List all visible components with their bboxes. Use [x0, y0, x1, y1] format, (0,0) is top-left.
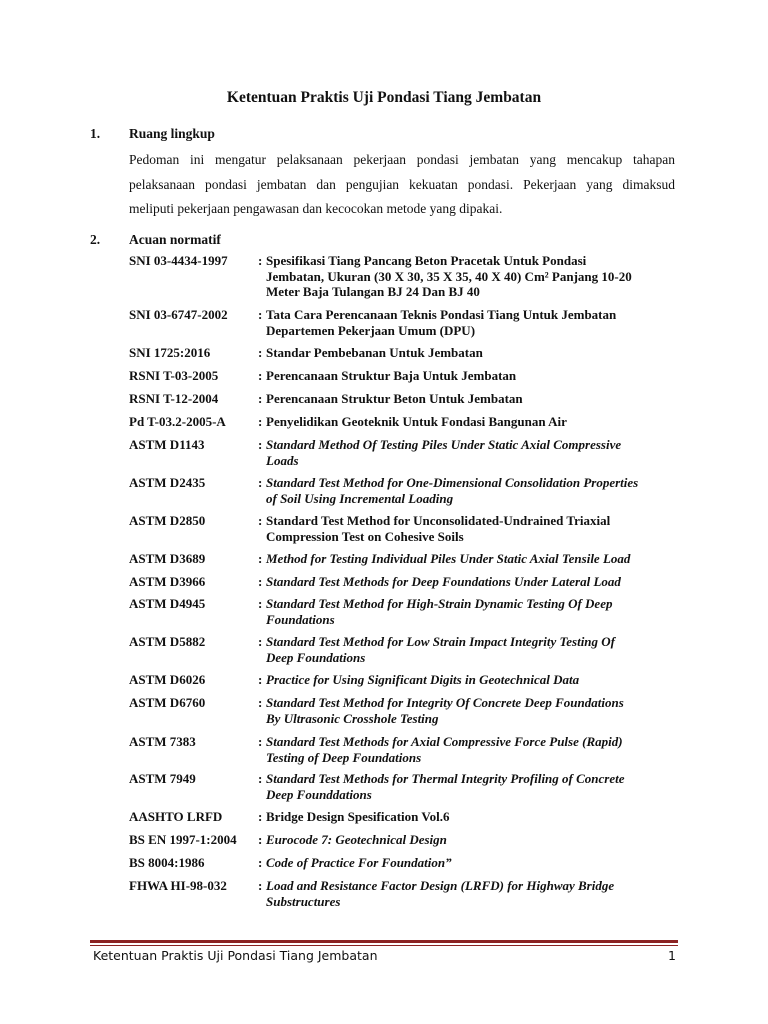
paragraph-line: Pedoman ini mengatur pelaksanaan pekerjaan pondasi jembatan yang mencakup tahapan: [129, 152, 675, 167]
page-number: 1: [668, 948, 676, 963]
reference-code: RSNI T-12-2004: [129, 391, 219, 406]
reference-title-line: Standard Test Methods for Deep Foundations Under Lateral Load: [266, 574, 621, 589]
reference-title: [266, 809, 689, 825]
reference-separator: :: [258, 672, 263, 687]
reference-code: ASTM 7383: [129, 734, 196, 749]
reference-title-line: Substructures: [266, 893, 341, 909]
reference-title-line: Deep Foundations: [266, 649, 366, 665]
footer-text: Ketentuan Praktis Uji Pondasi Tiang Jembatan: [93, 948, 378, 963]
reference-item: [129, 832, 689, 848]
reference-title-line: Standar Pembebanan Untuk Jembatan: [266, 345, 483, 360]
reference-separator: :: [258, 345, 263, 360]
reference-code: SNI 03-6747-2002: [129, 307, 228, 322]
reference-title-line: Standard Method Of Testing Piles Under Static Axial Compressive: [266, 437, 622, 452]
reference-code: FHWA HI-98-032: [129, 878, 227, 893]
reference-title-line: Compression Test on Cohesive Soils: [266, 528, 464, 544]
footer-rule-thin: [90, 945, 678, 946]
reference-title-line: Perencanaan Struktur Beton Untuk Jembatan: [266, 391, 523, 406]
paragraph-line: pelaksanaan pondasi jembatan dan pengujian kekuatan pondasi. Pekerjaan yang dimaksud: [129, 176, 675, 192]
section-2-heading: Acuan normatif: [129, 232, 221, 247]
reference-separator: :: [258, 832, 263, 847]
reference-separator: :: [258, 475, 263, 490]
reference-title: [266, 832, 689, 848]
reference-code: SNI 1725:2016: [129, 345, 211, 360]
reference-title: [266, 878, 689, 909]
reference-title-line: Standard Test Method for Integrity Of Concrete Deep Foundations: [266, 695, 624, 710]
reference-title: [266, 345, 689, 361]
reference-title-line: Meter Baja Tulangan BJ 24 Dan BJ 40: [266, 284, 480, 299]
reference-title-line: Practice for Using Significant Digits in Geotechnical Data: [266, 672, 580, 687]
reference-item: [129, 855, 689, 871]
reference-item: [129, 878, 689, 909]
reference-title-line: By Ultrasonic Crosshole Testing: [266, 710, 439, 726]
reference-code: BS 8004:1986: [129, 855, 205, 870]
reference-separator: :: [258, 307, 263, 322]
reference-title-line: Jembatan, Ukuran (30 X 30, 35 X 35, 40 X 40) Cm² Panjang 10-20: [266, 268, 632, 284]
reference-separator: :: [258, 855, 263, 870]
reference-title: [266, 695, 689, 726]
reference-title: [266, 437, 689, 468]
reference-item: [129, 809, 689, 825]
reference-item: [129, 596, 689, 627]
section-2-number: 2.: [90, 232, 101, 247]
section-1-paragraph: [129, 148, 675, 222]
reference-title: [266, 574, 689, 590]
reference-separator: :: [258, 551, 263, 566]
reference-code: ASTM D3689: [129, 551, 206, 566]
reference-title-line: Departemen Pekerjaan Umum (DPU): [266, 322, 476, 338]
reference-item: [129, 368, 689, 384]
section-1-number: 1.: [90, 126, 101, 141]
reference-code: ASTM D6760: [129, 695, 206, 710]
reference-title: [266, 368, 689, 384]
reference-title: [266, 307, 689, 338]
reference-title-line: Eurocode 7: Geotechnical Design: [266, 832, 447, 847]
reference-item: [129, 734, 689, 765]
reference-title-line: of Soil Using Incremental Loading: [266, 490, 454, 506]
reference-code: Pd T-03.2-2005-A: [129, 414, 226, 429]
reference-separator: :: [258, 596, 263, 611]
reference-separator: :: [258, 574, 263, 589]
reference-title-line: Standard Test Method for One-Dimensional Consolidation Properties: [266, 475, 639, 490]
reference-code: ASTM D1143: [129, 437, 205, 452]
reference-separator: :: [258, 437, 263, 452]
reference-item: [129, 307, 689, 338]
reference-item: [129, 551, 689, 567]
reference-item: [129, 253, 689, 300]
reference-title: [266, 414, 689, 430]
reference-title: [266, 596, 689, 627]
reference-title-line: Loads: [266, 452, 299, 468]
reference-code: RSNI T-03-2005: [129, 368, 219, 383]
reference-title-line: Spesifikasi Tiang Pancang Beton Pracetak Untuk Pondasi: [266, 253, 587, 268]
reference-code: ASTM D3966: [129, 574, 206, 589]
reference-separator: :: [258, 695, 263, 710]
reference-title: [266, 734, 689, 765]
reference-separator: :: [258, 878, 263, 893]
reference-separator: :: [258, 734, 263, 749]
reference-title-line: Standard Test Method for High-Strain Dynamic Testing Of Deep: [266, 596, 613, 611]
reference-code: ASTM D4945: [129, 596, 206, 611]
reference-separator: :: [258, 513, 263, 528]
reference-separator: :: [258, 253, 263, 268]
reference-code: ASTM D2435: [129, 475, 206, 490]
footer-rule: [90, 940, 678, 943]
reference-title: [266, 551, 689, 567]
reference-item: [129, 771, 689, 802]
reference-title-line: Penyelidikan Geoteknik Untuk Fondasi Bangunan Air: [266, 414, 567, 429]
reference-title-line: Foundations: [266, 611, 335, 627]
reference-separator: :: [258, 809, 263, 824]
reference-title: [266, 253, 689, 300]
reference-separator: :: [258, 391, 263, 406]
reference-title-line: Tata Cara Perencanaan Teknis Pondasi Tiang Untuk Jembatan: [266, 307, 617, 322]
reference-title: [266, 634, 689, 665]
reference-title: [266, 771, 689, 802]
reference-item: [129, 513, 689, 544]
reference-title: [266, 855, 689, 871]
reference-title-line: Method for Testing Individual Piles Under Static Axial Tensile Load: [266, 551, 631, 566]
reference-code: ASTM D2850: [129, 513, 206, 528]
reference-code: ASTM D6026: [129, 672, 206, 687]
reference-separator: :: [258, 771, 263, 786]
reference-item: [129, 672, 689, 688]
reference-title-line: Standard Test Methods for Thermal Integrity Profiling of Concrete: [266, 771, 625, 786]
reference-item: [129, 574, 689, 590]
reference-title-line: Testing of Deep Foundations: [266, 749, 422, 765]
reference-item: [129, 475, 689, 506]
reference-title: [266, 513, 689, 544]
reference-code: BS EN 1997-1:2004: [129, 832, 237, 847]
reference-title-line: Standard Test Method for Unconsolidated-Undrained Triaxial: [266, 513, 611, 528]
document-title: Ketentuan Praktis Uji Pondasi Tiang Jembatan: [226, 89, 542, 106]
reference-item: [129, 634, 689, 665]
reference-title: [266, 391, 689, 407]
reference-item: [129, 345, 689, 361]
reference-item: [129, 391, 689, 407]
reference-title: [266, 475, 689, 506]
reference-title-line: Standard Test Methods for Axial Compressive Force Pulse (Rapid): [266, 734, 623, 749]
reference-item: [129, 414, 689, 430]
reference-item: [129, 437, 689, 468]
reference-code: SNI 03-4434-1997: [129, 253, 228, 268]
reference-title-line: Perencanaan Struktur Baja Untuk Jembatan: [266, 368, 517, 383]
reference-item: [129, 695, 689, 726]
reference-separator: :: [258, 634, 263, 649]
reference-title-line: Bridge Design Spesification Vol.6: [266, 809, 450, 824]
reference-title-line: Code of Practice For Foundation”: [266, 855, 452, 870]
reference-code: ASTM 7949: [129, 771, 196, 786]
reference-title-line: Load and Resistance Factor Design (LRFD) for Highway Bridge: [266, 878, 615, 893]
reference-separator: :: [258, 414, 263, 429]
reference-code: AASHTO LRFD: [129, 809, 223, 824]
reference-code: ASTM D5882: [129, 634, 206, 649]
reference-title: [266, 672, 689, 688]
section-1-heading: Ruang lingkup: [129, 126, 215, 141]
reference-title-line: Standard Test Method for Low Strain Impact Integrity Testing Of: [266, 634, 616, 649]
reference-title-line: Deep Founddations: [266, 786, 372, 802]
reference-separator: :: [258, 368, 263, 383]
paragraph-line: meliputi pekerjaan pengawasan dan kecocokan metode yang dipakai.: [129, 201, 503, 216]
